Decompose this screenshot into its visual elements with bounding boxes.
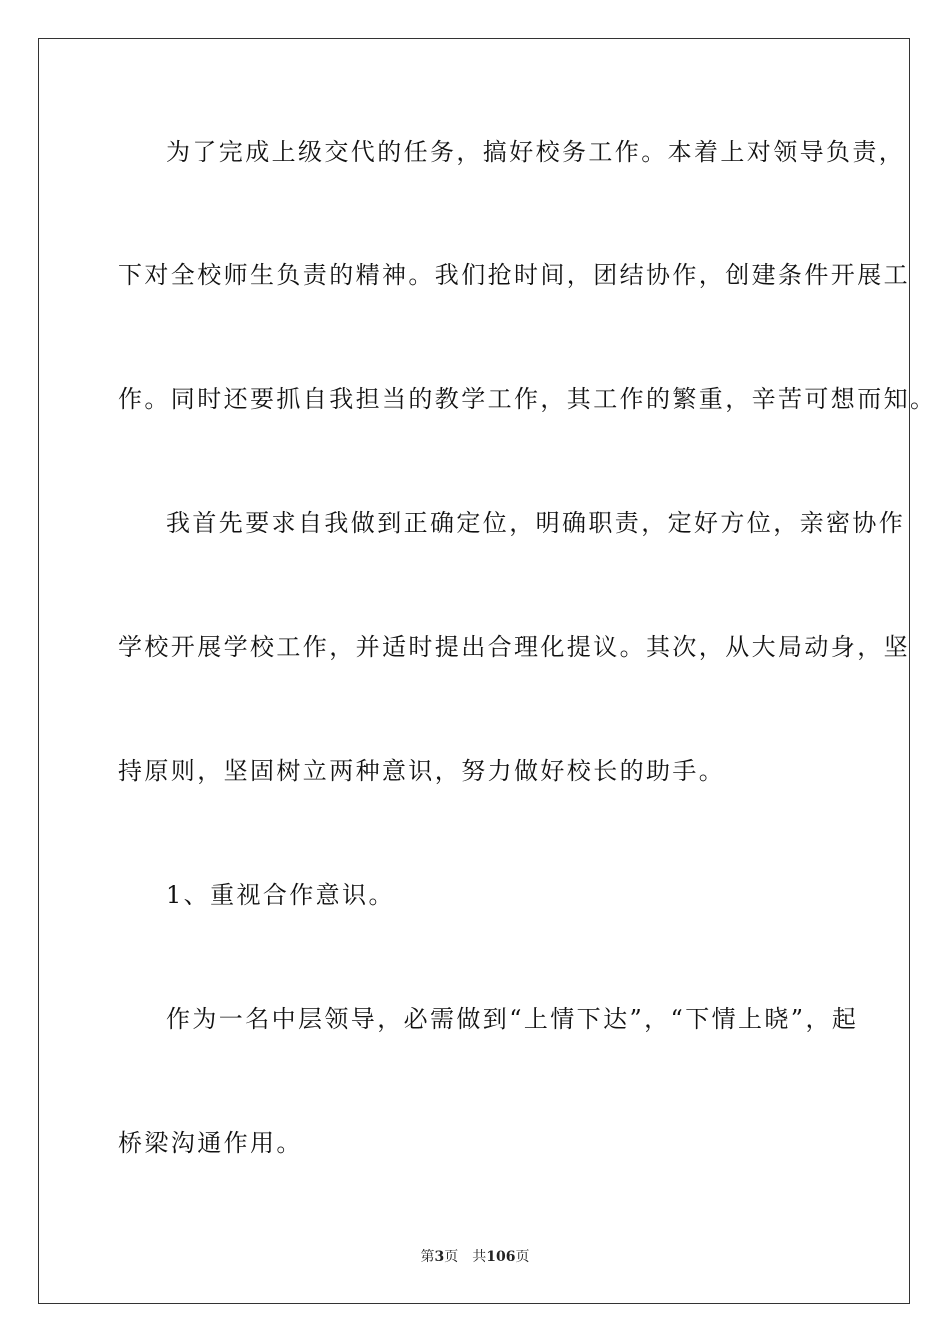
page-number: 3	[434, 1249, 445, 1265]
paragraph-1-line-3: 作。同时还要抓自我担当的教学工作，其工作的繁重，辛苦可想而知。	[118, 385, 937, 413]
paragraph-3-heading: 1、重视合作意识。	[166, 881, 395, 909]
paragraph-4-line-1: 作为一名中层领导，必需做到“上情下达”，“下情上晓”，起	[166, 1005, 859, 1033]
total-prefix: 共	[472, 1249, 487, 1265]
total-pages: 106	[486, 1249, 516, 1265]
paragraph-1-line-2: 下对全校师生负责的精神。我们抢时间，团结协作，创建条件开展工	[118, 261, 910, 289]
paragraph-2-line-1: 我首先要求自我做到正确定位，明确职责，定好方位，亲密协作	[166, 509, 906, 537]
paragraph-2-line-2: 学校开展学校工作，并适时提出合理化提议。其次，从大局动身，坚	[118, 633, 910, 661]
page-footer	[0, 1248, 950, 1266]
paragraph-2-line-3: 持原则，坚固树立两种意识，努力做好校长的助手。	[118, 757, 726, 785]
total-suffix: 页	[515, 1249, 530, 1265]
page-border	[38, 38, 937, 1304]
paragraph-4-line-2: 桥梁沟通作用。	[118, 1129, 303, 1157]
page-suffix: 页	[444, 1249, 459, 1265]
paragraph-1-line-1: 为了完成上级交代的任务，搞好校务工作。本着上对领导负责，	[166, 138, 906, 166]
page-prefix: 第	[420, 1249, 435, 1265]
